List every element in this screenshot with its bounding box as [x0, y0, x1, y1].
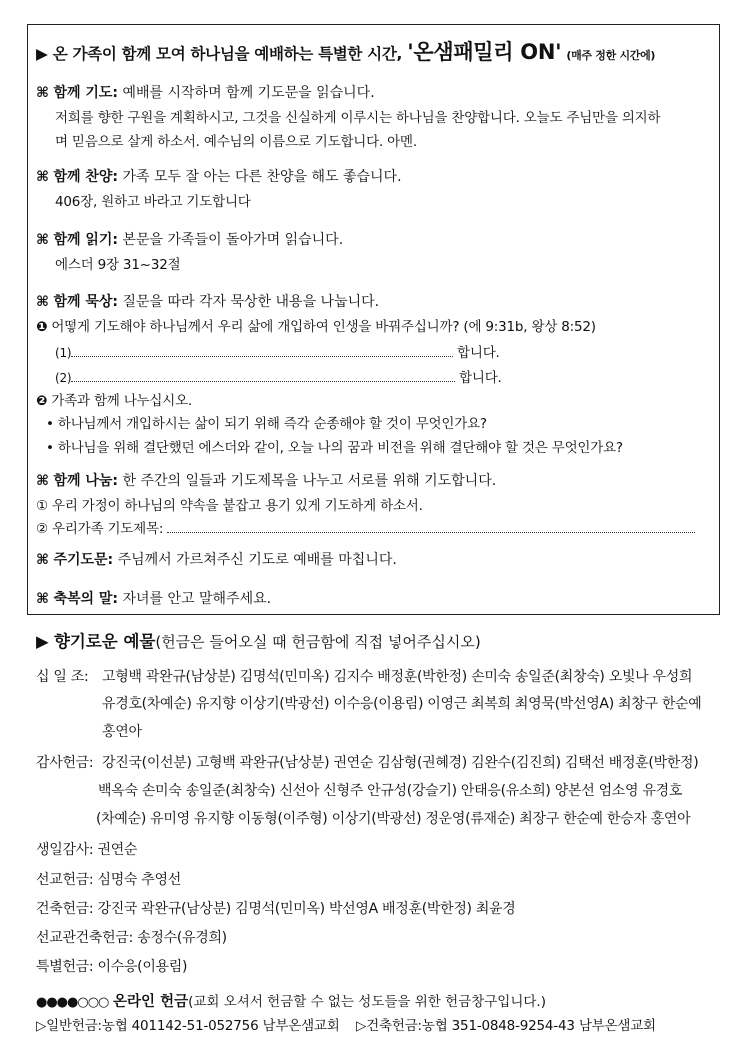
thanks-line-2: 백옥숙 손미숙 송일준(최창숙) 신선아 신형주 안규성(강슬기) 안태응(유소희) 양본선 엄소영 유경호: [98, 783, 683, 799]
mission-building-label: 선교관건축헌금:: [36, 930, 133, 946]
lords-prayer-text: 주님께서 가르쳐주신 기도로 예배를 마칩니다.: [117, 552, 397, 568]
mission-building-row: [36, 927, 227, 947]
meditation-bullet-2: • 하나님을 위해 결단했던 에스더와 같이, 오늘 나의 꿈과 비전을 위해 결단해야 할 것은 무엇인가요?: [46, 440, 623, 456]
meditation-q2: [36, 389, 192, 409]
building-row: [36, 898, 516, 918]
thanks-label: 감사헌금:: [36, 755, 94, 771]
reading-line-1: 에스더 9장 31~32절: [55, 257, 181, 273]
blank-2: [55, 366, 502, 386]
section-meditation: [36, 291, 379, 311]
section-blessing: [36, 588, 271, 608]
prayer-head: 함께 기도:: [53, 85, 119, 101]
sharing-item-2-label: ② 우리가족 기도제목:: [36, 521, 164, 537]
blessing-head: 축복의 말:: [53, 591, 119, 607]
mission-label: 선교헌금:: [36, 872, 94, 888]
prayer-line-2: 며 믿음으로 살게 하소서. 예수님의 이름으로 기도합니다. 아멘.: [55, 134, 417, 150]
general-account: ▷일반헌금:농협 401142-51-052756 남부온샘교회: [36, 1018, 340, 1034]
section-reading: [36, 229, 343, 249]
section-sharing: [36, 470, 496, 490]
blank-1-label: (1): [55, 346, 72, 360]
offering-heading: 향기로운 예물: [53, 632, 156, 651]
prayer-topic-line[interactable]: [167, 532, 695, 533]
tithe-label: 십 일 조:: [36, 669, 89, 685]
special-row: [36, 956, 187, 976]
lords-prayer-mark: ⌘: [36, 552, 49, 568]
praise-text: 가족 모두 잘 아는 다른 찬양을 해도 좋습니다.: [122, 169, 402, 185]
meditation-q1: [36, 315, 596, 335]
blank-2-end: 합니다.: [459, 370, 502, 386]
reading-text: 본문을 가족들이 돌아가며 읽습니다.: [122, 232, 344, 248]
blank-1: [55, 341, 500, 361]
prayer-mark: ⌘: [36, 85, 49, 101]
prayer-line-1: 저희를 향한 구원을 계획하시고, 그것을 신실하게 이루시는 하나님을 찬양합니다. 오늘도 주님만을 의지하: [55, 110, 661, 126]
mission-names: 심명숙 추영선: [97, 872, 181, 888]
lords-prayer-head: 주기도문:: [53, 552, 114, 568]
tithe-line-3: 홍연아: [102, 724, 142, 740]
title-suffix: (매주 정한 시간에): [566, 49, 656, 62]
offering-title: [36, 628, 481, 652]
blank-1-end: 합니다.: [457, 345, 500, 361]
section-lords-prayer: [36, 549, 397, 569]
online-title: 온라인 헌금: [113, 994, 189, 1010]
blank-2-line[interactable]: [71, 381, 455, 382]
meditation-head: 함께 묵상:: [53, 294, 119, 310]
praise-mark: ⌘: [36, 169, 49, 185]
meditation-text: 질문을 따라 각자 묵상한 내용을 나눕니다.: [122, 294, 380, 310]
birthday-row: [36, 839, 137, 859]
meditation-mark: ⌘: [36, 294, 49, 310]
title-name: '온샘패밀리 ON': [407, 40, 562, 64]
section-praise: [36, 166, 402, 186]
q2-mark: ❷: [36, 393, 48, 409]
prayer-text: 예배를 시작하며 함께 기도문을 읽습니다.: [122, 85, 375, 101]
mission-row: [36, 869, 181, 889]
title-prefix: ▶ 온 가족이 함께 모여 하나님을 예배하는 특별한 시간,: [36, 45, 408, 63]
thanks-line-1: 강진국(이선분) 고형백 곽완규(남상분) 권연순 김삼형(권혜경) 김완수(김진희) 김택선 배정훈(박한정): [102, 755, 699, 771]
sharing-item-2: [36, 517, 695, 537]
sharing-head: 함께 나눔:: [53, 473, 119, 489]
blank-2-label: (2): [55, 371, 72, 385]
online-note: (교회 오셔서 헌금할 수 없는 성도들을 위한 헌금창구입니다.): [188, 994, 546, 1010]
praise-head: 함께 찬양:: [53, 169, 119, 185]
building-label: 건축헌금:: [36, 901, 94, 917]
tithe-line-2: 유경호(차예순) 유지향 이상기(박광선) 이수응(이용림) 이영근 최복희 최영묵(박선영A) 최창구 한순예: [102, 696, 702, 712]
reading-head: 함께 읽기:: [53, 232, 119, 248]
q2-text: 가족과 함께 나누십시오.: [51, 393, 193, 409]
blessing-mark: ⌘: [36, 591, 49, 607]
reading-mark: ⌘: [36, 232, 49, 248]
birthday-label: 생일감사:: [36, 842, 94, 858]
building-account: ▷건축헌금:농협 351-0848-9254-43 남부온샘교회: [356, 1018, 656, 1034]
tithe-line-1: 고형백 곽완규(남상분) 김명석(민미옥) 김지수 배정훈(박한정) 손미숙 송일준(최창숙) 오빛나 우성희: [102, 669, 693, 685]
sharing-mark: ⌘: [36, 473, 49, 489]
offering-note: (헌금은 들어오실 때 헌금함에 직접 넣어주십시오): [155, 633, 481, 651]
thanks-line-3: (차예순) 유미영 유지향 이동형(이주형) 이상기(박광선) 정운영(류재순) 최장구 한순예 한승자 홍연아: [96, 811, 691, 827]
meditation-bullet-1: • 하나님께서 개입하시는 삶이 되기 위해 즉각 순종해야 할 것이 무엇인가요?: [46, 416, 487, 432]
worship-title: [36, 36, 655, 66]
sharing-item-1: ① 우리 가정이 하나님의 약속을 붙잡고 용기 있게 기도하게 하소서.: [36, 498, 423, 514]
birthday-names: 권연순: [97, 842, 138, 858]
building-names: 강진국 곽완규(남상분) 김명석(민미옥) 박선영A 배정훈(박한정) 최윤경: [97, 901, 516, 917]
q1-mark: ❶: [36, 319, 48, 335]
special-label: 특별헌금:: [36, 959, 94, 975]
mission-building-names: 송정수(유경희): [137, 930, 227, 946]
section-prayer: [36, 82, 375, 102]
blank-1-line[interactable]: [71, 356, 453, 357]
offering-arrow: ▶: [36, 632, 49, 651]
sharing-text: 한 주간의 일들과 기도제목을 나누고 서로를 위해 기도합니다.: [122, 473, 497, 489]
online-dots: ●●●●○○○: [36, 995, 109, 1010]
blessing-text: 자녀를 안고 말해주세요.: [122, 591, 272, 607]
praise-line-1: 406장, 원하고 바라고 기도합니다: [55, 194, 251, 210]
online-title-row: [36, 990, 546, 1011]
special-names: 이수응(이용림): [97, 959, 188, 975]
q1-text: 어떻게 기도해야 하나님께서 우리 삶에 개입하여 인생을 바꿔주십니까? (에 9:31b, 왕상 8:52): [51, 319, 596, 335]
